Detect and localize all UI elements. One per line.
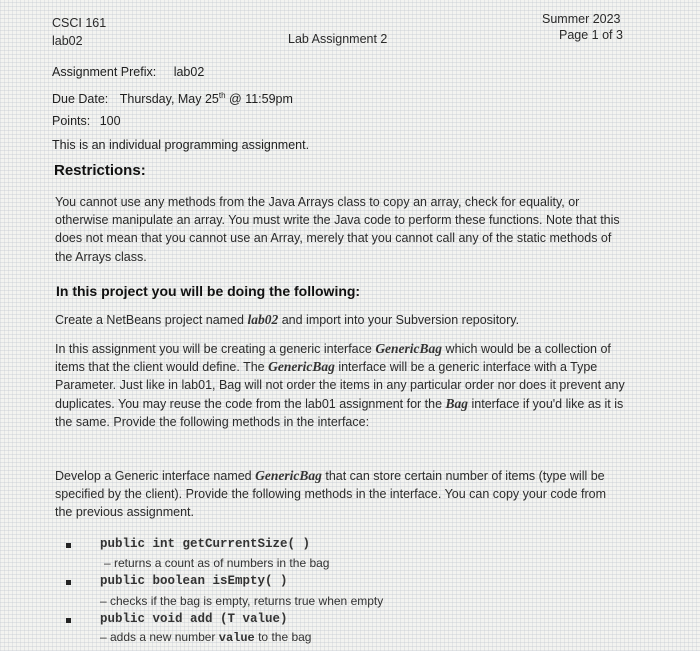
bullet-icon <box>66 618 71 623</box>
due-label: Due Date: <box>52 92 109 107</box>
individual-note: This is an individual programming assignment. <box>52 138 310 152</box>
lab-id: lab02 <box>52 34 83 48</box>
method-description: – adds a new number value to the bag <box>100 630 312 645</box>
project-heading: In this project you will be doing the following: <box>56 283 361 299</box>
course-code: CSCI 161 <box>52 16 107 30</box>
bullet-icon <box>66 543 71 548</box>
develop-description: Develop a Generic interface named GenericBag that can store certain number of items (type will be specified by the client). Provide the following methods in the interface. You can copy your code from the previous assignment. <box>55 468 607 520</box>
interface-description: In this assignment you will be creating a generic interface GenericBag which would be a collection of items that the client would define. The GenericBag interface will be a generic interface with a Type Parameter. Just like in lab01, Bag will not order the items in any particular order nor does it prevent any duplicates. You may reuse the code from the lab01 assignment for the Bag interface if you'd like as it is the same. Provide the following methods in the interface: <box>55 341 625 429</box>
prefix-label: Assignment Prefix: <box>52 65 157 79</box>
points-label: Points: <box>52 114 91 128</box>
method-signature: public void add (T value) <box>100 612 288 626</box>
points-value: 100 <box>99 114 121 128</box>
method-description: – checks if the bag is empty, returns true when empty <box>100 594 384 608</box>
term: Summer 2023 <box>542 12 621 26</box>
restrictions-heading: Restrictions: <box>54 162 146 179</box>
assignment-prefix <box>52 63 204 81</box>
points <box>52 112 121 130</box>
due-value: Thursday, May 25th @ 11:59pm <box>119 91 293 107</box>
method-signature: public boolean isEmpty( ) <box>100 574 288 588</box>
page-number: Page 1 of 3 <box>559 28 623 42</box>
restrictions-text: You cannot use any methods from the Java Arrays class to copy an array, check for equality, or otherwise manipulate an array. You must write the Java code to perform these functions. Note that this does not mean that you cannot use an Array, merely that you cannot call any of the static methods of the Arrays class. <box>55 195 620 264</box>
method-description: – returns a count as of numbers in the bag <box>104 556 330 570</box>
prefix-value: lab02 <box>173 65 205 79</box>
bullet-icon <box>66 580 71 585</box>
doc-title: Lab Assignment 2 <box>288 32 388 46</box>
method-signature: public int getCurrentSize( ) <box>100 537 311 551</box>
create-project-line: Create a NetBeans project named lab02 and import into your Subversion repository. <box>55 312 520 327</box>
due-date <box>52 87 293 108</box>
